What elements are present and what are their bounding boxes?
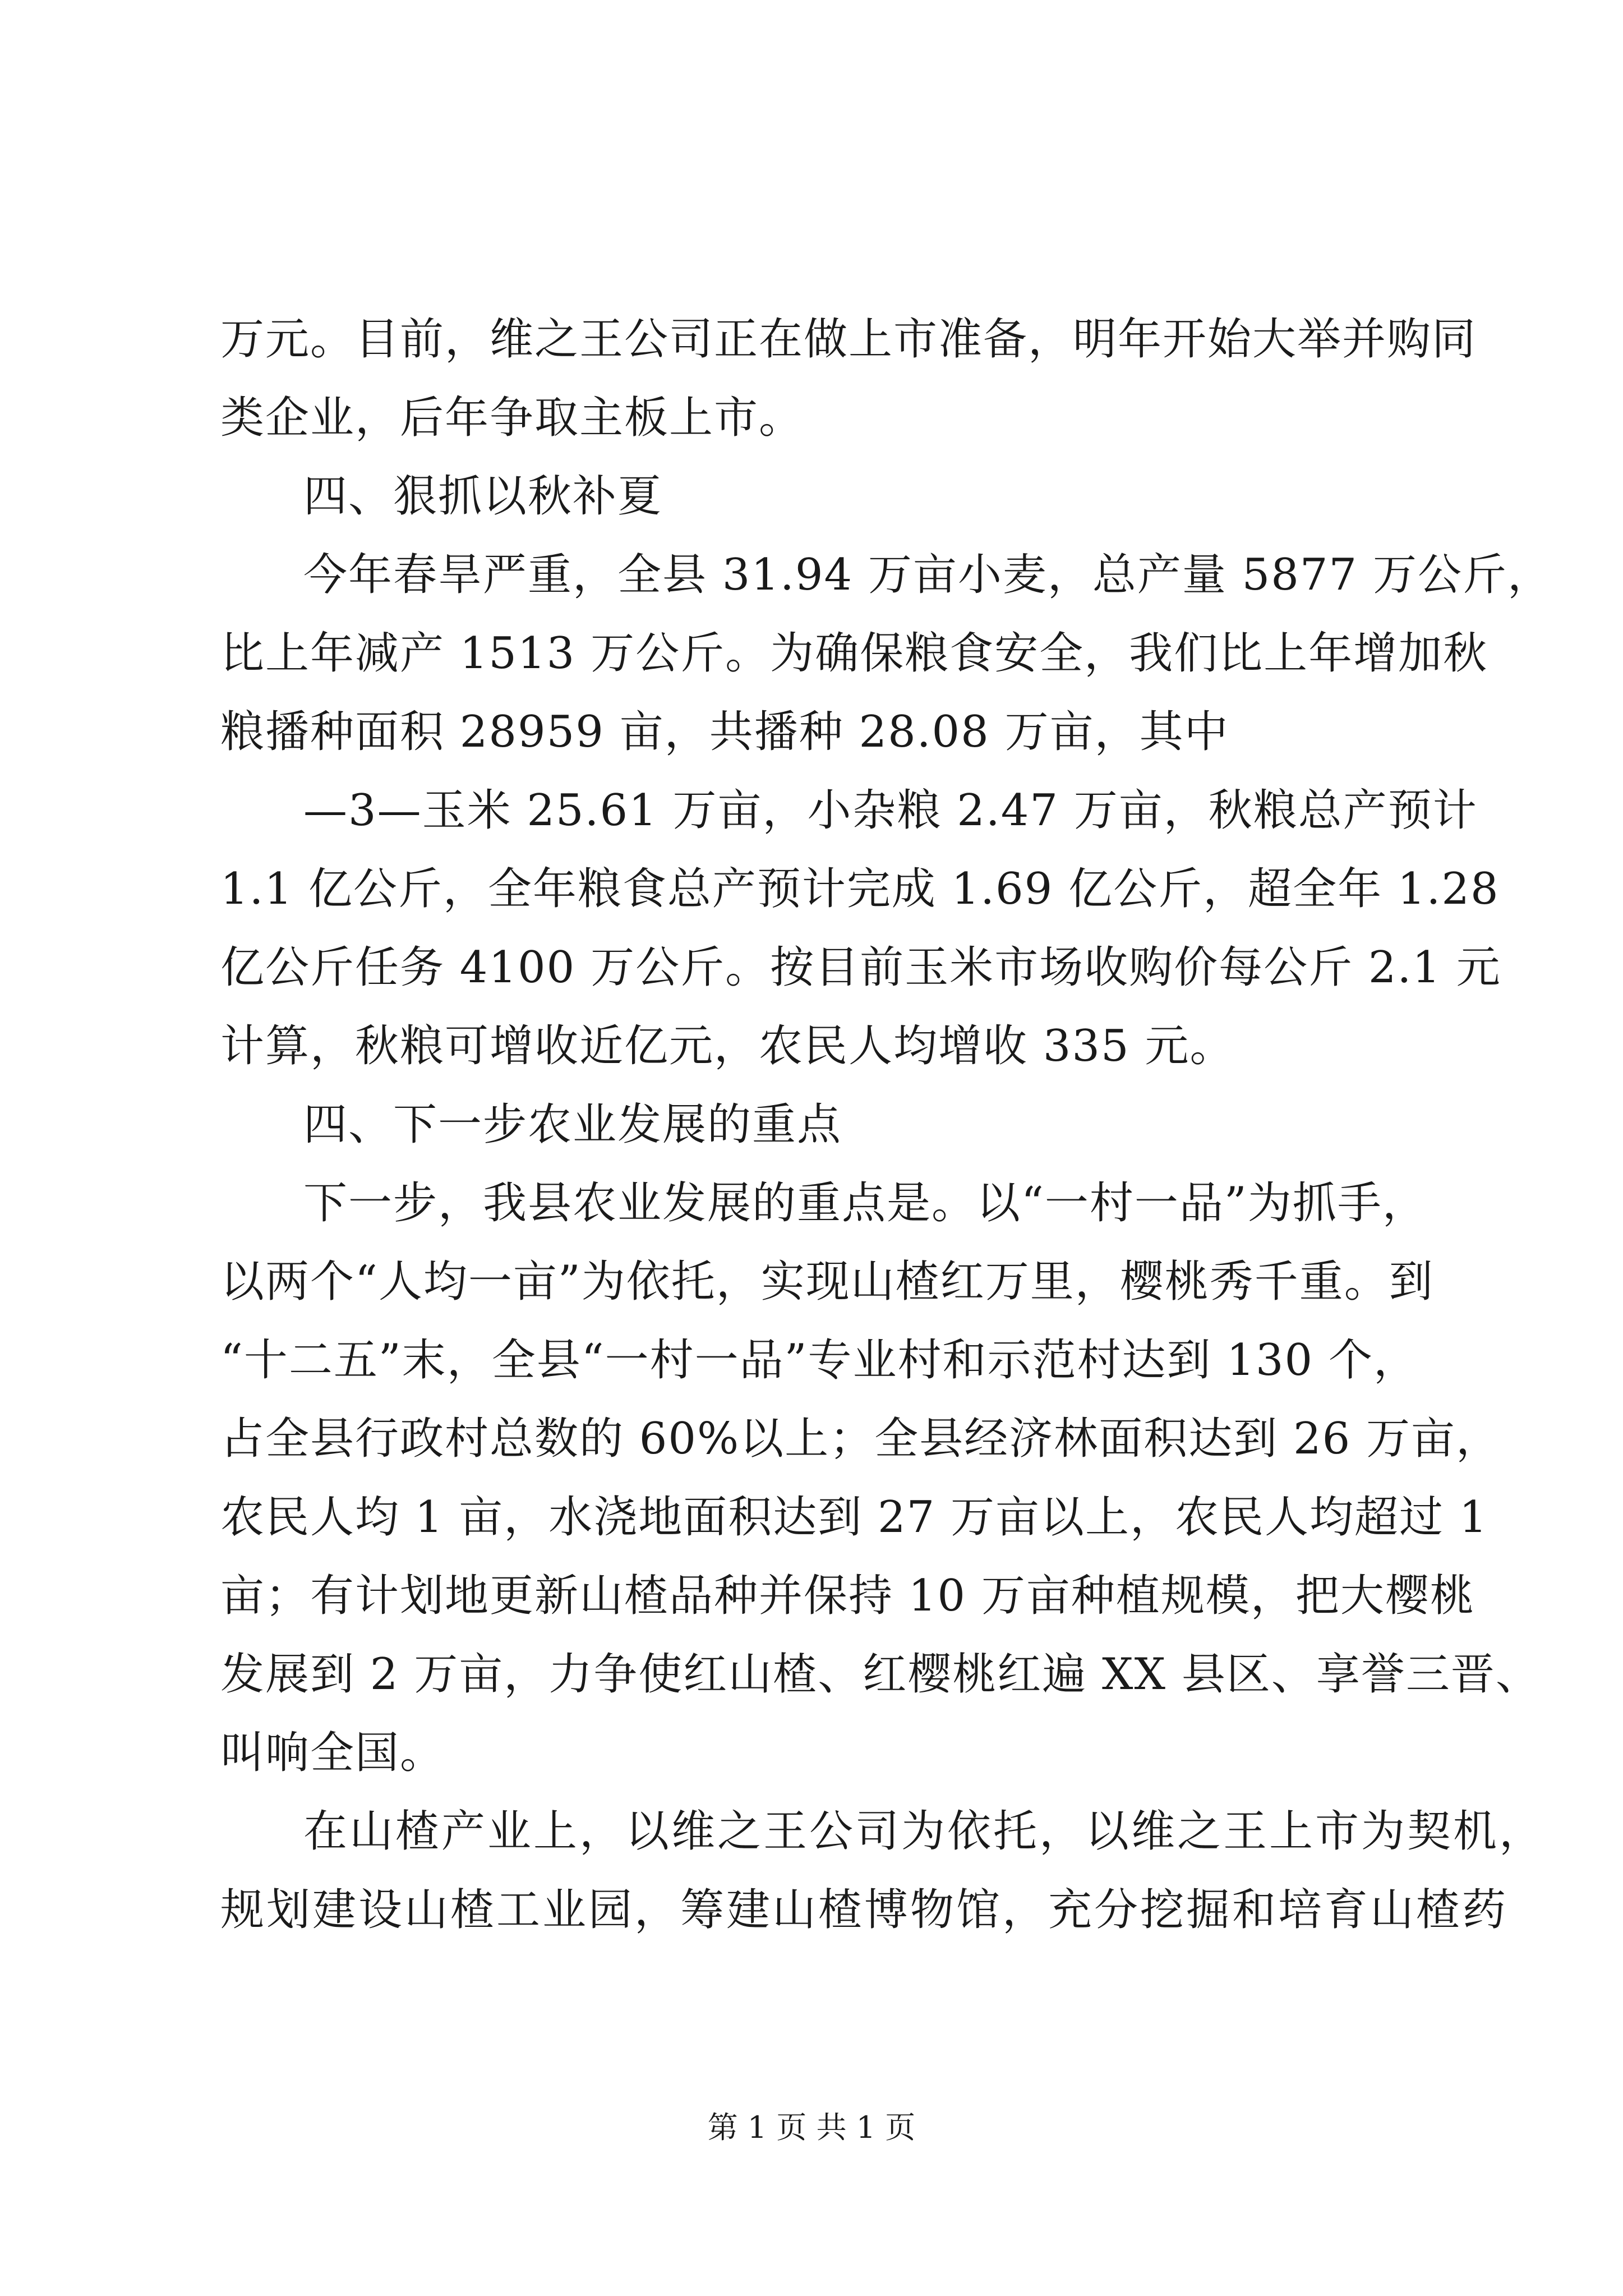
body-line: —3—玉米 25.61 万亩，小杂粮 2.47 万亩，秋粮总产预计 [303,785,1478,836]
body-line: 粮播种面积 28959 亩，共播种 28.08 万亩，其中 [220,707,1229,757]
body-line: “十二五”末，全县“一村一品”专业村和示范村达到 130 个， [220,1335,1418,1386]
body-line: 以两个“人均一亩”为依托，实现山楂红万里，樱桃秀千重。到 [220,1257,1434,1307]
section-heading: 四、下一步农业发展的重点 [303,1099,842,1150]
body-line: 亿公斤任务 4100 万公斤。按目前玉米市场收购价每公斤 2.1 元 [220,942,1501,993]
body-line: 今年春旱严重，全县 31.94 万亩小麦，总产量 5877 万公斤， [303,550,1552,600]
body-line: 在山楂产业上，以维之王公司为依托，以维之王上市为契机， [303,1806,1546,1857]
body-line: 农民人均 1 亩，水浇地面积达到 27 万亩以上，农民人均超过 1 [220,1492,1488,1543]
body-line: 规划建设山楂工业园，筹建山楂博物馆，充分挖掘和培育山楂药 [220,1885,1509,1935]
page-footer: 第 1 页 共 1 页 [707,2110,916,2145]
body-line: 类企业，后年争取主板上市。 [220,393,804,443]
body-line: 占全县行政村总数的 60%以上；全县经济林面积达到 26 万亩， [220,1414,1501,1464]
body-line: 万元。目前，维之王公司正在做上市准备，明年开始大举并购同 [220,314,1477,365]
section-heading: 四、狠抓以秋补夏 [303,471,663,522]
body-line: 叫响全国。 [220,1728,445,1778]
body-line: 比上年减产 1513 万公斤。为确保粮食安全，我们比上年增加秋 [220,628,1488,679]
body-line: 亩；有计划地更新山楂品种并保持 10 万亩种植规模，把大樱桃 [220,1571,1475,1621]
body-line: 发展到 2 万亩，力争使红山楂、红樱桃红遍 XX 县区、享誉三晋、 [220,1649,1541,1700]
body-line: 1.1 亿公斤，全年粮食总产预计完成 1.69 亿公斤，超全年 1.28 [220,864,1500,914]
body-line: 下一步，我县农业发展的重点是。以“一村一品”为抓手， [303,1178,1427,1228]
body-line: 计算，秋粮可增收近亿元，农民人均增收 335 元。 [220,1021,1235,1071]
